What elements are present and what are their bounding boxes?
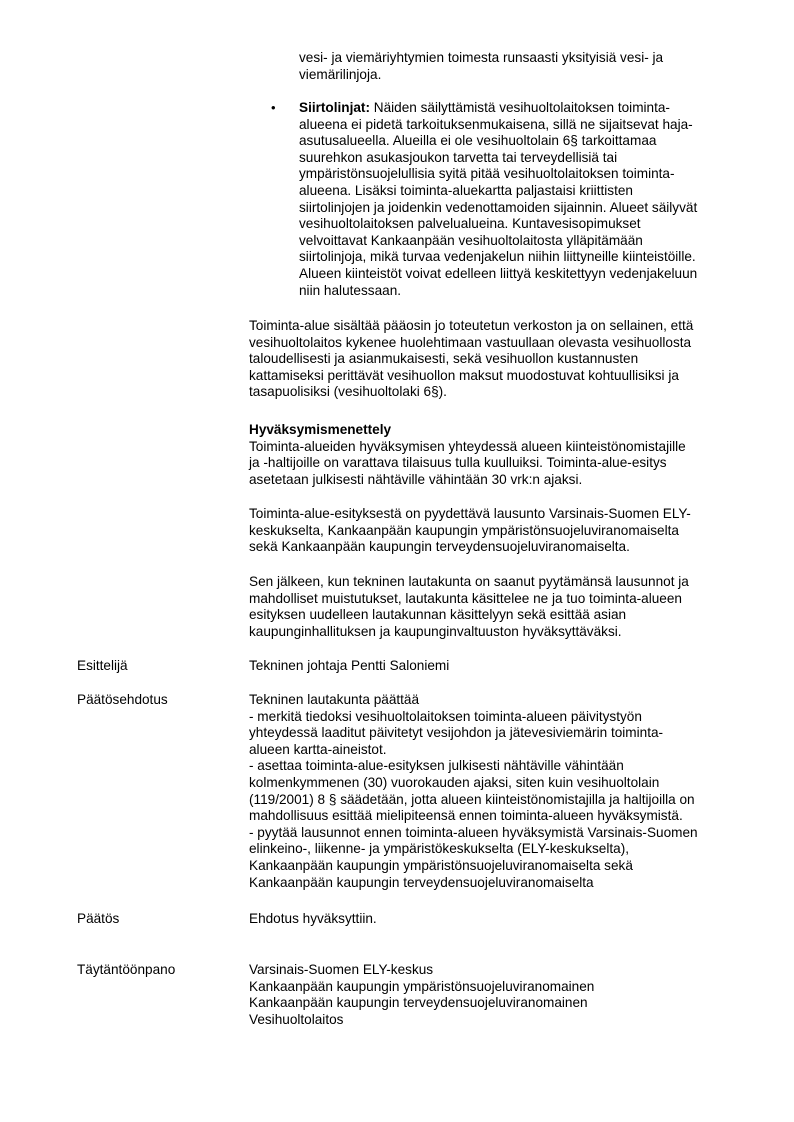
- text-line: siirtolinjojen ja joidenkin vedenottamoiden sijainnin. Alueet säilyvät: [299, 199, 698, 215]
- text-line: asutusalueella. Alueilla ei ole vesihuoltolain 6§ tarkoittamaa: [299, 133, 657, 149]
- text-line: kaupunginhallituksen ja kaupunginvaltuuston hyväksyttäväksi.: [249, 623, 622, 639]
- intro-continuation: [299, 50, 663, 83]
- text-line: Kankaanpään kaupungin ympäristönsuojeluviranomaiselta sekä: [249, 857, 633, 873]
- text-line: vesihuoltolaitoksen palvelualueina. Kuntavesisopimukset: [299, 216, 641, 232]
- text-line: - merkitä tiedoksi vesihuoltolaitoksen toiminta-alueen päivitystyön: [249, 708, 642, 724]
- text-line: [299, 100, 697, 117]
- text-line: Ehdotus hyväksyttiin.: [249, 911, 377, 926]
- text-line: Toiminta-alueiden hyväksymisen yhteydessä alueen kiinteistönomistajille: [249, 438, 686, 454]
- paragraph-lausunto: [249, 506, 691, 556]
- text-line: sekä Kankaanpään kaupungin terveydensuojeluviranomaiselta.: [249, 539, 630, 555]
- text-line: Tekninen lautakunta päättää: [249, 692, 420, 707]
- text-line: - asettaa toiminta-alue-esityksen julkisesti nähtäville vähintään: [249, 758, 624, 774]
- text-line: tasapuolisiksi (vesihuoltolaki 6§).: [249, 384, 447, 400]
- text-line: viemärilinjoja.: [299, 66, 382, 82]
- value-taytantoonpano: [249, 962, 594, 1028]
- label-taytantoonpano: Täytäntöönpano: [77, 962, 176, 977]
- text-line: Sen jälkeen, kun tekninen lautakunta on saanut pyytämänsä lausunnot ja: [249, 574, 689, 589]
- paragraph-toiminta-alue: [249, 318, 693, 401]
- text-line: Kankaanpään kaupungin ympäristönsuojeluviranomainen: [249, 978, 595, 994]
- text-line: Toiminta-alue sisältää pääosin jo toteutetun verkoston ja on sellainen, että: [249, 318, 694, 333]
- text-line: Kankaanpään kaupungin terveydensuojeluviranomainen: [249, 995, 588, 1011]
- bullet-item-siirtolinjat: [299, 100, 697, 299]
- text-line: yhteydessä laaditut päivitetyt vesijohdon ja jätevesiviemärin toiminta-: [249, 725, 664, 741]
- text-line: asetetaan julkisesti nähtäville vähintään 30 vrk:n ajaksi.: [249, 471, 583, 487]
- label-esittelija: Esittelijä: [77, 658, 128, 673]
- text-line: (119/2001) 8 § säädetään, jotta alueen kiinteistönomistajilla ja haltijoilla on: [249, 791, 695, 807]
- text-line: ja -haltijoille on varattava tilaisuus tulla kuulluiksi. Toiminta-alue-esitys: [249, 455, 667, 471]
- text-line: alueena. Lisäksi toiminta-aluekartta paljastaisi kriittisten: [299, 182, 633, 198]
- paragraph-jalkeen: [249, 574, 689, 640]
- text-line: Tekninen johtaja Pentti Saloniemi: [249, 658, 450, 673]
- text-line: mahdollisuus esittää mielipiteensä ennen toiminta-alueen hyväksymistä.: [249, 808, 683, 824]
- text-line: Alueen kiinteistöt voivat edelleen liittyä keskitettyyn vedenjakeluun: [299, 265, 698, 281]
- text-line: alueena ei pidetä tarkoituksenmukaisena, sillä ne sijaitsevat haja-: [299, 116, 693, 132]
- text-span: Näiden säilyttämistä vesihuoltolaitoksen toiminta-: [370, 100, 670, 115]
- bullet-heading: Siirtolinjat:: [299, 100, 370, 115]
- text-line: suurehkon asukasjoukon tarvetta tai terveydellisiä tai: [299, 149, 618, 165]
- text-line: velvoittavat Kankaanpään vesihuoltolaitosta ylläpitämään: [299, 232, 643, 248]
- text-line: alueen kartta-aineistot.: [249, 741, 387, 757]
- bullet-icon: •: [271, 100, 276, 115]
- text-line: siirtolinjoja, mikä turvaa vedenjakelun niihin liittyneille kiinteistöille.: [299, 249, 696, 265]
- text-line: Toiminta-alue-esityksestä on pyydettävä lausunto Varsinais-Suomen ELY-: [249, 506, 691, 521]
- text-line: Vesihuoltolaitos: [249, 1011, 344, 1027]
- value-paatos: [249, 911, 377, 928]
- value-esittelija: [249, 658, 449, 675]
- text-line: ympäristönsuojelullisia syitä pitää vesihuoltolaitoksen toiminta-: [299, 166, 675, 182]
- text-line: kolmenkymmenen (30) vuorokauden ajaksi, siten kuin vesihuoltolain: [249, 774, 660, 790]
- text-line: Kankaanpään kaupungin terveydensuojeluviranomaiselta: [249, 874, 594, 890]
- label-paatos: Päätös: [77, 911, 120, 926]
- text-line: elinkeino-, liikenne- ja ympäristökeskukselta (ELY-keskukselta),: [249, 841, 630, 857]
- section-hyvaksymismenettely: [249, 422, 686, 488]
- text-line: esityksen uudelleen lautakunnan käsittelyyn sekä esittää asian: [249, 607, 627, 623]
- text-line: vesihuoltolaitos kykenee huolehtimaan vastuullaan olevasta vesihuollosta: [249, 334, 692, 350]
- section-heading: Hyväksymismenettely: [249, 422, 392, 437]
- value-paatosehdotus: [249, 692, 698, 891]
- text-line: mahdolliset muistutukset, lautakunta käsittelee ne ja tuo toiminta-alueen: [249, 590, 682, 606]
- label-paatosehdotus: Päätösehdotus: [77, 692, 168, 707]
- text-line: kattamiseksi perittävät vesihuollon maksut muodostuvat kohtuullisiksi ja: [249, 367, 679, 383]
- text-line: niin halutessaan.: [299, 282, 402, 298]
- text-line: Varsinais-Suomen ELY-keskus: [249, 962, 434, 977]
- text-line: - pyytää lausunnot ennen toiminta-alueen hyväksymistä Varsinais-Suomen: [249, 824, 698, 840]
- text-line: taloudellisesti ja asianmukaisesti, sekä vesihuollon kustannusten: [249, 351, 639, 367]
- text-line: keskukselta, Kankaanpään kaupungin ympäristönsuojeluviranomaiselta: [249, 522, 679, 538]
- text-line: vesi- ja viemäriyhtymien toimesta runsaasti yksityisiä vesi- ja: [299, 50, 664, 65]
